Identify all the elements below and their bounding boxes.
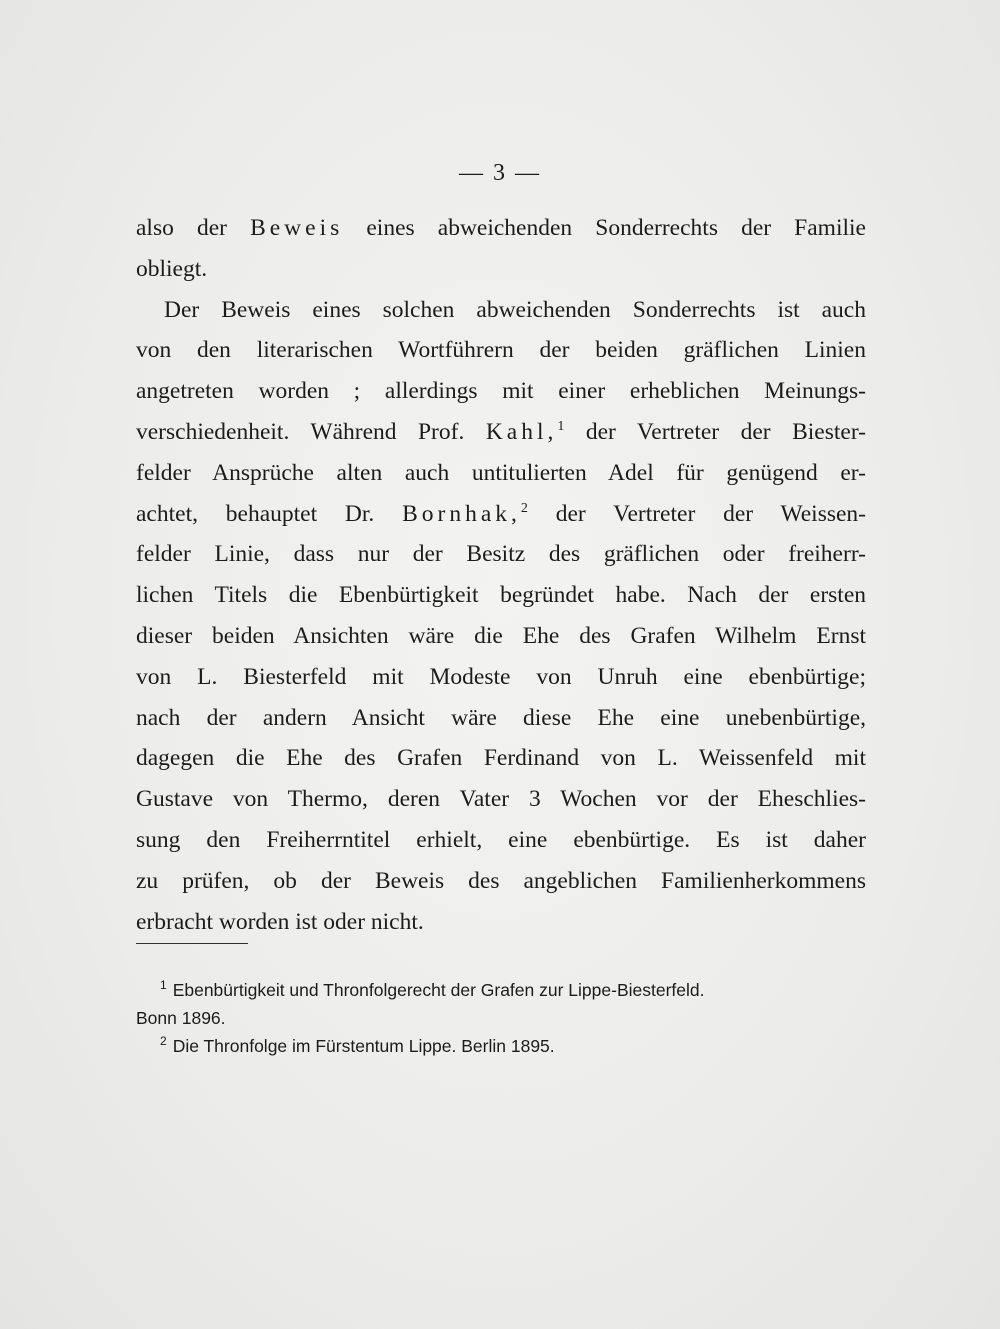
- text-line: sung den Freiherrntitel erhielt, eine ebenbürtige. Es ist daher: [136, 826, 866, 853]
- text-line: achtet, behauptet Dr. Bornhak,$^2$ der Vertreter der Weissen-: [136, 500, 866, 527]
- text-line: zu prüfen, ob der Beweis des angeblichen Familienherkommens: [136, 867, 866, 894]
- text-line: Der Beweis eines solchen abweichenden Sonderrechts ist auch: [164, 296, 866, 323]
- footnotes: [136, 976, 866, 1060]
- text-line: dagegen die Ehe des Grafen Ferdinand von L. Weissenfeld mit: [136, 745, 866, 772]
- text-line: lichen Titels die Ebenbürtigkeit begründet habe. Nach der ersten: [136, 582, 866, 609]
- text-line: von L. Biesterfeld mit Modeste von Unruh eine ebenbürtige;: [136, 663, 866, 690]
- text-line: Gustave von Thermo, deren Vater 3 Wochen vor der Eheschlies-: [136, 786, 866, 813]
- footnote-divider: [136, 943, 248, 944]
- text-line: obliegt.: [136, 255, 208, 282]
- text-line: also der Beweis eines abweichenden Sonderrechts der Familie: [136, 215, 866, 241]
- page-number: — 3 —: [459, 160, 541, 186]
- text-line: felder Linie, dass nur der Besitz des gräflichen oder freiherr-: [136, 541, 866, 568]
- footnote-2: $^2$ Die Thronfolge im Fürstentum Lippe. Berlin 1895.: [160, 1034, 555, 1056]
- body-text: [136, 208, 866, 942]
- text-line: von den literarischen Wortführern der beiden gräflichen Linien: [136, 337, 866, 364]
- text-line: nach der andern Ansicht wäre diese Ehe eine unebenbürtige,: [136, 704, 866, 731]
- text-line: erbracht worden ist oder nicht.: [136, 908, 424, 935]
- text-line: dieser beiden Ansichten wäre die Ehe des Grafen Wilhelm Ernst: [136, 622, 866, 649]
- text-line: angetreten worden ; allerdings mit einer erheblichen Meinungs-: [136, 378, 866, 405]
- footnote-mark: 2: [160, 1034, 167, 1049]
- footnote-1-continuation: Bonn 1896.: [136, 1008, 226, 1028]
- footnote-mark: 1: [160, 978, 167, 993]
- text-line: felder Ansprüche alten auch untitulierten Adel für genügend er-: [136, 459, 866, 486]
- footnote-1: $^1$ Ebenbürtigkeit und Thronfolgerecht der Grafen zur Lippe-Biesterfeld.: [160, 978, 705, 1000]
- text-line: verschiedenheit. Während Prof. Kahl,$^1$ der Vertreter der Biester-: [136, 418, 867, 445]
